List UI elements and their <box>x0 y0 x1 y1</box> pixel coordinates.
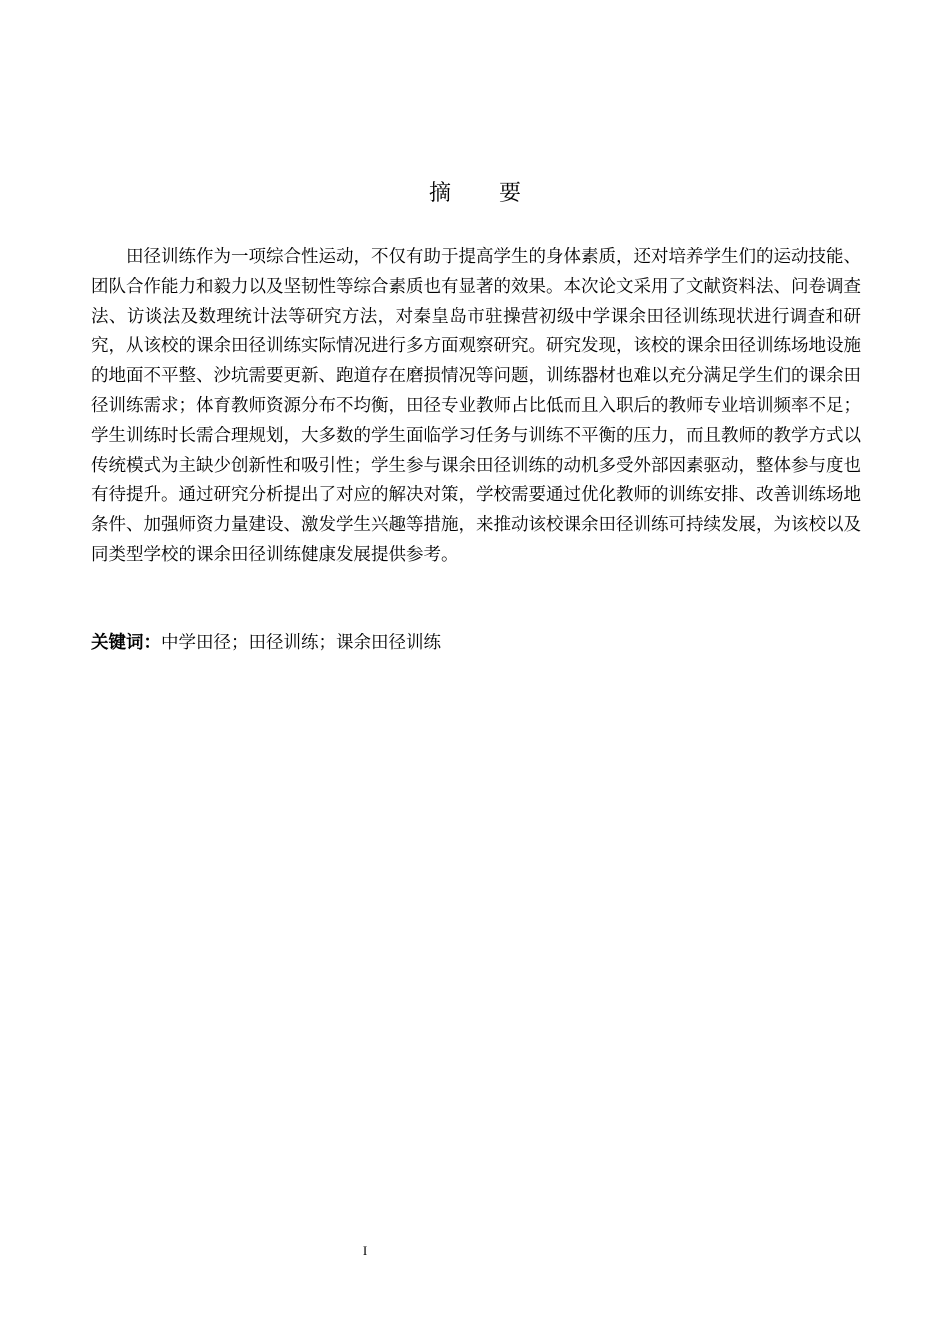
abstract-heading <box>0 178 950 210</box>
keywords-label: 关键词： <box>91 633 161 653</box>
abstract-body: 田径训练作为一项综合性运动，不仅有助于提高学生的身体素质，还对培养学生们的运动技能、团队合作能力和毅力以及坚韧性等综合素质也有显著的效果。本次论文采用了文献资料法、问卷调查法、访谈法及数理统计法等研究方法，对秦皇岛市驻操营初级中学课余田径训练现状进行调查和研究，从该校的课余田径训练实际情况进行多方面观察研究。研究发现，该校的课余田径训练场地设施的地面不平整、沙坑需要更新、跑道存在磨损情况等问题，训练器材也难以充分满足学生们的课余田径训练需求；体育教师资源分布不均衡，田径专业教师占比低而且入职后的教师专业培训频率不足；学生训练时长需合理规划，大多数的学生面临学习任务与训练不平衡的压力，而且教师的教学方式以传统模式为主缺少创新性和吸引性；学生参与课余田径训练的动机多受外部因素驱动，整体参与度也有待提升。通过研究分析提出了对应的解决对策，学校需要通过优化教师的训练安排、改善训练场地条件、加强师资力量建设、激发学生兴趣等措施，来推动该校课余田径训练可持续发展，为该校以及同类型学校的课余田径训练健康发展提供参考。 <box>91 247 861 565</box>
keywords-value: 中学田径；田径训练；课余田径训练 <box>161 633 441 653</box>
page-number: I <box>362 1243 368 1258</box>
abstract-heading-char-1: 摘 <box>428 181 451 206</box>
abstract-heading-char-2: 要 <box>499 181 522 206</box>
keywords-line <box>91 629 861 659</box>
